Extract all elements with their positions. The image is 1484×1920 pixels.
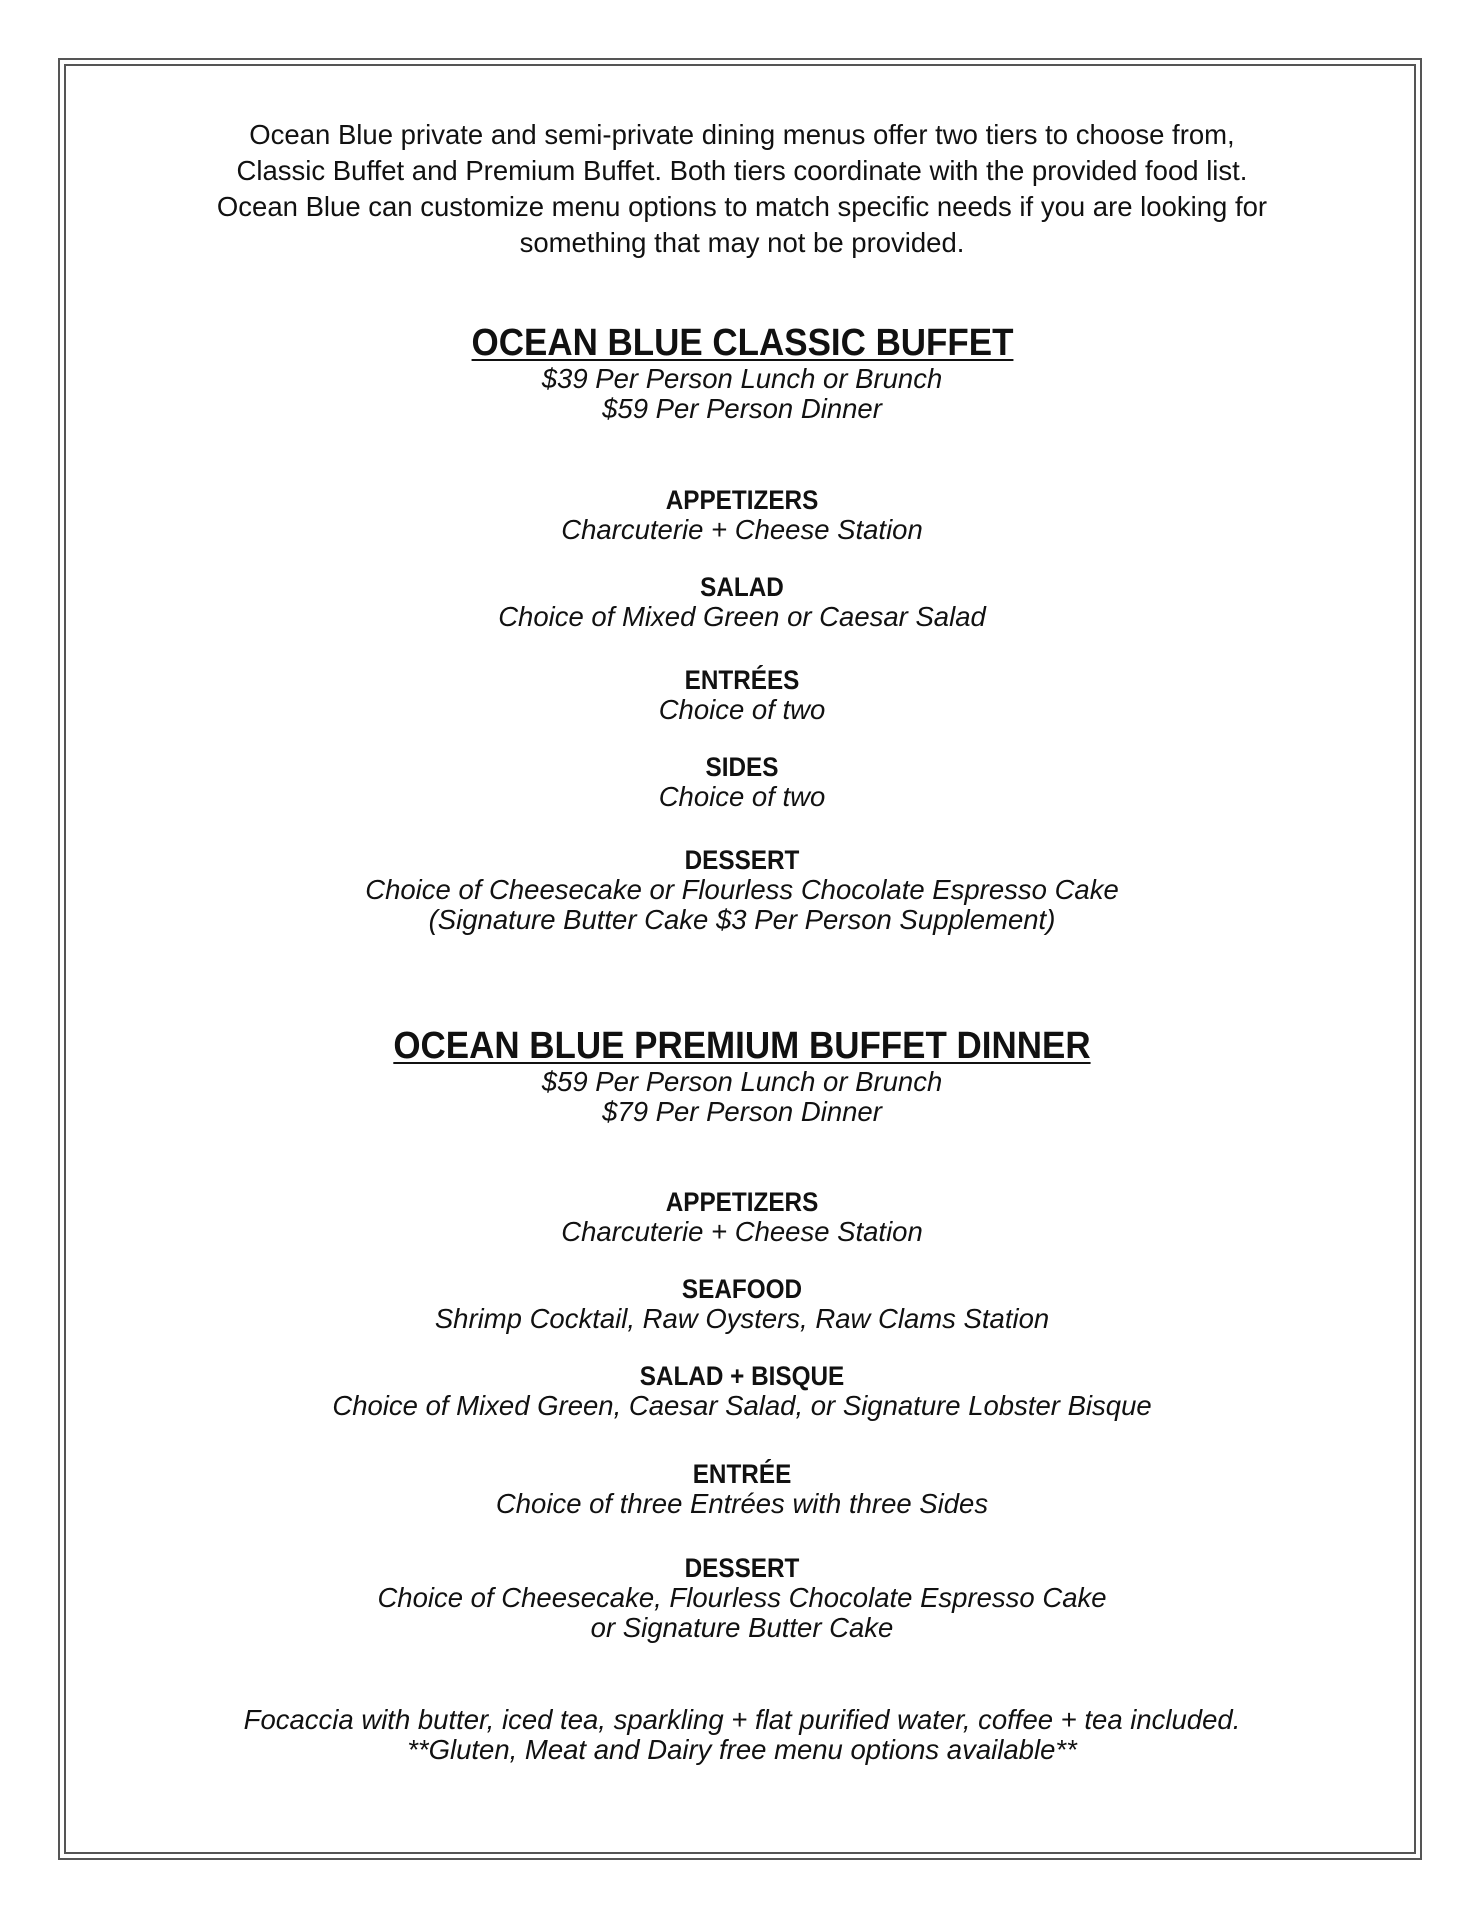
section-heading: DESSERT <box>684 845 800 875</box>
section-heading: SIDES <box>705 752 779 782</box>
footer-included: Focaccia with butter, iced tea, sparkling + flat purified water, coffee + tea included. <box>243 1704 1241 1735</box>
section-text: Choice of Mixed Green or Caesar Salad <box>498 601 986 632</box>
intro-line: something that may not be provided. <box>519 227 965 258</box>
section-text: Choice of two <box>658 694 826 725</box>
intro-line: Classic Buffet and Premium Buffet. Both tiers coordinate with the provided food list. <box>236 155 1248 186</box>
section-text: Charcuterie + Cheese Station <box>561 514 923 545</box>
classic-salad <box>0 572 1484 632</box>
section-text: Choice of two <box>658 781 826 812</box>
premium-seafood <box>0 1274 1484 1334</box>
premium-price-dinner: $79 Per Person Dinner <box>602 1096 882 1127</box>
section-text: or Signature Butter Cake <box>590 1612 894 1643</box>
intro-paragraph <box>160 117 1324 261</box>
premium-entree <box>0 1459 1484 1519</box>
premium-price-lunch: $59 Per Person Lunch or Brunch <box>541 1066 943 1097</box>
premium-appetizers <box>0 1187 1484 1247</box>
section-heading: APPETIZERS <box>665 1187 819 1217</box>
section-text: Choice of Cheesecake or Flourless Chocolate Espresso Cake <box>365 874 1119 905</box>
classic-sides <box>0 752 1484 812</box>
classic-header <box>0 322 1484 424</box>
classic-title: OCEAN BLUE CLASSIC BUFFET <box>471 322 1013 364</box>
intro-line: Ocean Blue private and semi-private dining menus offer two tiers to choose from, <box>249 119 1235 150</box>
classic-price-lunch: $39 Per Person Lunch or Brunch <box>541 363 943 394</box>
premium-title: OCEAN BLUE PREMIUM BUFFET DINNER <box>393 1025 1091 1067</box>
section-heading: DESSERT <box>684 1553 800 1583</box>
section-heading: APPETIZERS <box>665 485 819 515</box>
intro-line: Ocean Blue can customize menu options to match specific needs if you are looking for <box>216 191 1268 222</box>
section-text: Choice of three Entrées with three Sides <box>495 1488 989 1519</box>
section-heading: ENTRÉES <box>684 665 800 695</box>
premium-header <box>0 1025 1484 1127</box>
classic-entrees <box>0 665 1484 725</box>
section-text: Choice of Cheesecake, Flourless Chocolate Espresso Cake <box>377 1582 1107 1613</box>
classic-price-dinner: $59 Per Person Dinner <box>602 393 882 424</box>
footer-dietary: **Gluten, Meat and Dairy free menu options available** <box>407 1734 1077 1765</box>
section-text: Choice of Mixed Green, Caesar Salad, or Signature Lobster Bisque <box>332 1390 1152 1421</box>
menu-footer <box>0 1705 1484 1765</box>
premium-salad-bisque <box>0 1361 1484 1421</box>
section-text: Charcuterie + Cheese Station <box>561 1216 923 1247</box>
classic-dessert <box>0 845 1484 935</box>
classic-appetizers <box>0 485 1484 545</box>
premium-dessert <box>0 1553 1484 1643</box>
section-heading: SALAD + BISQUE <box>639 1361 845 1391</box>
section-heading: ENTRÉE <box>692 1459 792 1489</box>
section-heading: SALAD <box>700 572 784 602</box>
section-heading: SEAFOOD <box>681 1274 803 1304</box>
section-text: Shrimp Cocktail, Raw Oysters, Raw Clams Station <box>434 1303 1050 1334</box>
section-text: (Signature Butter Cake $3 Per Person Supplement) <box>428 904 1056 935</box>
